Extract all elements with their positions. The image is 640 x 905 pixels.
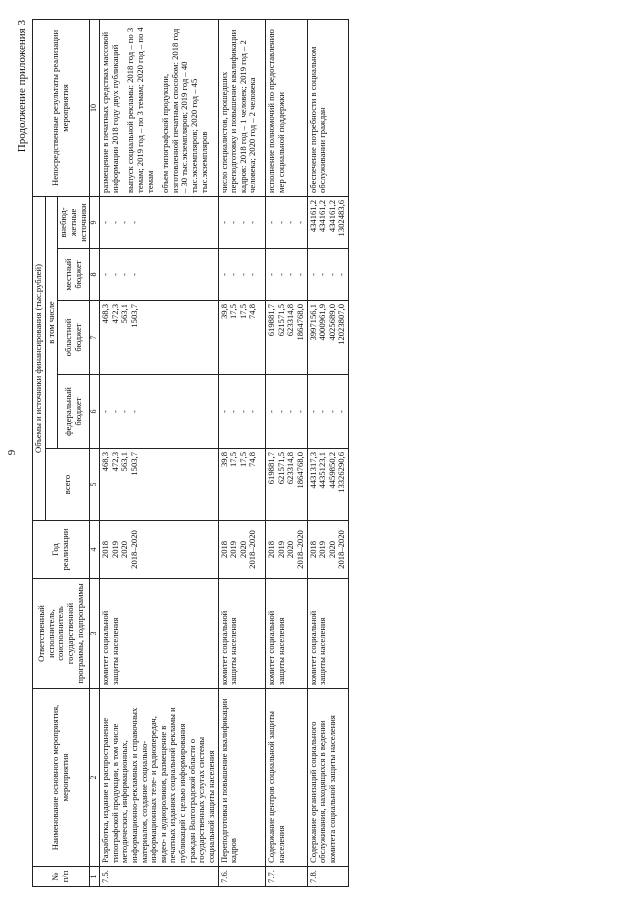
value-cell: - (336, 410, 347, 413)
year-cell: 2020 (237, 540, 248, 559)
row-local (218, 249, 266, 301)
header-federal: федеральный бюджет (58, 375, 90, 449)
result-text: обеспечение потребности в социальном обслуживании граждан (307, 46, 328, 193)
value-cell: - (228, 410, 239, 413)
row-regional (218, 301, 266, 375)
value-cell: - (218, 410, 229, 413)
col-index: 8 (90, 249, 100, 301)
value-cell: - (285, 410, 296, 413)
table-row (100, 19, 219, 886)
year-cell: 2018–2020 (336, 530, 347, 569)
row-number: 7.8. (307, 867, 349, 887)
value-cell: - (294, 273, 305, 276)
row-number: 7.7. (266, 867, 308, 887)
value-cell: - (119, 273, 130, 276)
value-cell: - (109, 221, 120, 224)
value-cell: - (128, 221, 139, 224)
value-cell: - (285, 273, 296, 276)
continuation-label: Продолжение приложения 3 (16, 20, 28, 153)
row-years (100, 521, 219, 579)
value-cell: 4459850,2 (326, 452, 337, 489)
value-cell: - (228, 221, 239, 224)
value-cell: 472,3 (109, 452, 120, 472)
value-cell: 468,3 (100, 304, 111, 324)
result-text: выпуск социальной рекламы: 2018 год – по 3 темам; 2019 год – по 3 темам; 2020 год – по 4 темам (125, 27, 155, 193)
header-including: в том числе (45, 196, 58, 448)
value-cell: - (237, 273, 248, 276)
value-cell: - (307, 410, 318, 413)
result-text: размещение в печатных средствах массовой информации 2018 году двух публикаций (100, 31, 120, 193)
value-cell: - (100, 221, 111, 224)
value-cell: 17,5 (228, 452, 239, 468)
row-offbudget (100, 196, 219, 248)
value-cell: - (237, 221, 248, 224)
col-index: 6 (90, 375, 100, 449)
row-years (218, 521, 266, 579)
row-years (307, 521, 349, 579)
value-cell: - (247, 221, 258, 224)
row-name: Переподготовка и повышение квалификации кадров (218, 689, 266, 867)
year-cell: 2018 (218, 540, 229, 559)
value-cell: 434161,2 (326, 199, 337, 233)
table-row (307, 19, 349, 886)
value-cell: 4435123,1 (317, 452, 328, 489)
header-regional: областной бюджет (58, 301, 90, 375)
value-cell: - (336, 273, 347, 276)
header-results: Непосредственные результаты реализации мероприятия (33, 19, 90, 196)
value-cell: 3997156,1 (307, 304, 318, 341)
row-federal (100, 375, 219, 449)
header-funding: Объемы и источники финансирования (тыс.рублей) (33, 196, 46, 520)
value-cell: - (128, 410, 139, 413)
row-results (307, 19, 349, 196)
header-executor: Ответственный исполнитель, соисполнитель государственной программы, подпрограммы (33, 579, 90, 689)
row-federal (266, 375, 308, 449)
value-cell: - (317, 273, 328, 276)
row-results (218, 19, 266, 196)
result-text: число специалистов, прошедших переподготовку и повышение квалификации кадров: 2018 год – 1 человек; 2019 год – 2 человека; 2020 год – 2 человека (218, 29, 258, 193)
value-cell: 1503,7 (128, 452, 139, 476)
value-cell: 1864768,0 (294, 452, 305, 489)
value-cell: 12023807,0 (336, 304, 347, 345)
value-cell: 17,5 (237, 452, 248, 468)
row-name: Содержание организаций социального обслуживания, находящихся в ведении комитета социальной защиты населения (307, 689, 349, 867)
value-cell: - (119, 410, 130, 413)
value-cell: - (247, 410, 258, 413)
value-cell: 17,5 (228, 304, 239, 320)
row-number: 7.6. (218, 867, 266, 887)
year-cell: 2019 (275, 540, 286, 559)
value-cell: - (109, 410, 120, 413)
value-cell: 434161,2 (317, 199, 328, 233)
value-cell: 1864768,0 (294, 304, 305, 341)
year-cell: 2019 (109, 540, 120, 559)
year-cell: 2019 (317, 540, 328, 559)
col-index: 7 (90, 301, 100, 375)
value-cell: - (100, 410, 111, 413)
year-cell: 2018–2020 (247, 530, 258, 569)
value-cell: 4000961,9 (317, 304, 328, 341)
row-total (266, 449, 308, 521)
value-cell: 1503,7 (128, 304, 139, 328)
value-cell: 4431317,3 (307, 452, 318, 489)
value-cell: - (100, 273, 111, 276)
row-local (307, 249, 349, 301)
year-cell: 2020 (326, 540, 337, 559)
year-cell: 2019 (228, 540, 239, 559)
funding-table (32, 19, 349, 887)
value-cell: - (294, 221, 305, 224)
value-cell: - (275, 410, 286, 413)
row-federal (307, 375, 349, 449)
header-offbudget: внебюд-жетные источники (58, 196, 90, 248)
value-cell: 1302483,6 (336, 199, 347, 237)
col-index: 2 (90, 689, 100, 867)
value-cell: 619881,7 (266, 452, 277, 485)
header-name: Наименование основного мероприятия, мероприятия (33, 689, 90, 867)
value-cell: 13326290,6 (336, 452, 347, 493)
row-local (266, 249, 308, 301)
value-cell: - (218, 221, 229, 224)
row-regional (266, 301, 308, 375)
value-cell: - (275, 273, 286, 276)
value-cell: - (228, 273, 239, 276)
row-name: Содержание центров социальной защиты населения (266, 689, 308, 867)
value-cell: - (247, 273, 258, 276)
value-cell: - (266, 410, 277, 413)
value-cell: 74,8 (247, 304, 258, 320)
row-executor: комитет социальной защиты населения (218, 579, 266, 689)
row-executor: комитет социальной защиты населения (307, 579, 349, 689)
col-index: 5 (90, 449, 100, 521)
result-text: объем типографской продукции, изготовленной печатным способом: 2018 год – 30 тыс.экземпляров; 2019 год – 40 тыс.экземпляров; 2020 год – 45 тыс.экземпляров (160, 28, 209, 193)
row-offbudget (307, 196, 349, 248)
value-cell: - (119, 221, 130, 224)
year-cell: 2018 (100, 540, 111, 559)
row-executor: комитет социальной защиты населения (100, 579, 219, 689)
value-cell: - (266, 273, 277, 276)
row-number: 7.5. (100, 867, 219, 887)
value-cell: 472,3 (109, 304, 120, 324)
row-total (307, 449, 349, 521)
col-index: 4 (90, 521, 100, 579)
col-index: 1 (90, 867, 100, 887)
value-cell: 563,1 (119, 452, 130, 472)
col-index: 10 (90, 19, 100, 196)
row-total (100, 449, 219, 521)
value-cell: - (307, 273, 318, 276)
value-cell: 74,8 (247, 452, 258, 468)
value-cell: - (317, 410, 328, 413)
row-total (218, 449, 266, 521)
value-cell: 621571,5 (275, 452, 286, 485)
row-results (266, 19, 308, 196)
value-cell: 621571,5 (275, 304, 286, 337)
value-cell: - (275, 221, 286, 224)
value-cell: - (128, 273, 139, 276)
result-text: исполнение полномочий по предоставлению мер социальной поддержки (266, 29, 286, 193)
year-cell: 2018–2020 (294, 530, 305, 569)
year-cell: 2018 (266, 540, 277, 559)
value-cell: - (218, 273, 229, 276)
value-cell: - (326, 410, 337, 413)
header-num: № п/п (33, 867, 90, 887)
value-cell: 17,5 (237, 304, 248, 320)
value-cell: 4025689,0 (326, 304, 337, 341)
header-total: всего (45, 449, 90, 521)
col-index: 3 (90, 579, 100, 689)
value-cell: - (109, 273, 120, 276)
value-cell: 468,3 (100, 452, 111, 472)
table-row (218, 19, 266, 886)
row-local (100, 249, 219, 301)
value-cell: 434161,2 (307, 199, 318, 233)
row-executor: комитет социальной защиты населения (266, 579, 308, 689)
value-cell: - (266, 221, 277, 224)
value-cell: 623314,8 (285, 452, 296, 485)
year-cell: 2018–2020 (128, 530, 139, 569)
year-cell: 2018 (307, 540, 318, 559)
row-regional (100, 301, 219, 375)
row-offbudget (218, 196, 266, 248)
page-number: 9 (6, 449, 18, 456)
header-year: Год реализации (33, 521, 90, 579)
value-cell: - (285, 221, 296, 224)
row-name: Разработка, издание и распространение типографской продукции, в том числе методических, информационных, информационно-рекламных и справочных материалов, создание социально-информационных теле- и радиопередач, видео- и аудиороликов, размещение в печатных изданиях социальной рекламы и публикаций с целью информирования граждан Волгоградской области о государственных услугах системы социальной защиты населения (100, 689, 219, 867)
header-local: местный бюджет (58, 249, 90, 301)
row-years (266, 521, 308, 579)
value-cell: 619881,7 (266, 304, 277, 337)
row-results (100, 19, 219, 196)
row-federal (218, 375, 266, 449)
year-cell: 2020 (285, 540, 296, 559)
value-cell: - (326, 273, 337, 276)
value-cell: 623314,8 (285, 304, 296, 337)
row-offbudget (266, 196, 308, 248)
value-cell: - (294, 410, 305, 413)
value-cell: 39,8 (218, 452, 229, 468)
value-cell: - (237, 410, 248, 413)
col-index: 9 (90, 196, 100, 248)
year-cell: 2020 (119, 540, 130, 559)
value-cell: 39,8 (218, 304, 229, 320)
row-regional (307, 301, 349, 375)
value-cell: 563,1 (119, 304, 130, 324)
table-row (266, 19, 308, 886)
